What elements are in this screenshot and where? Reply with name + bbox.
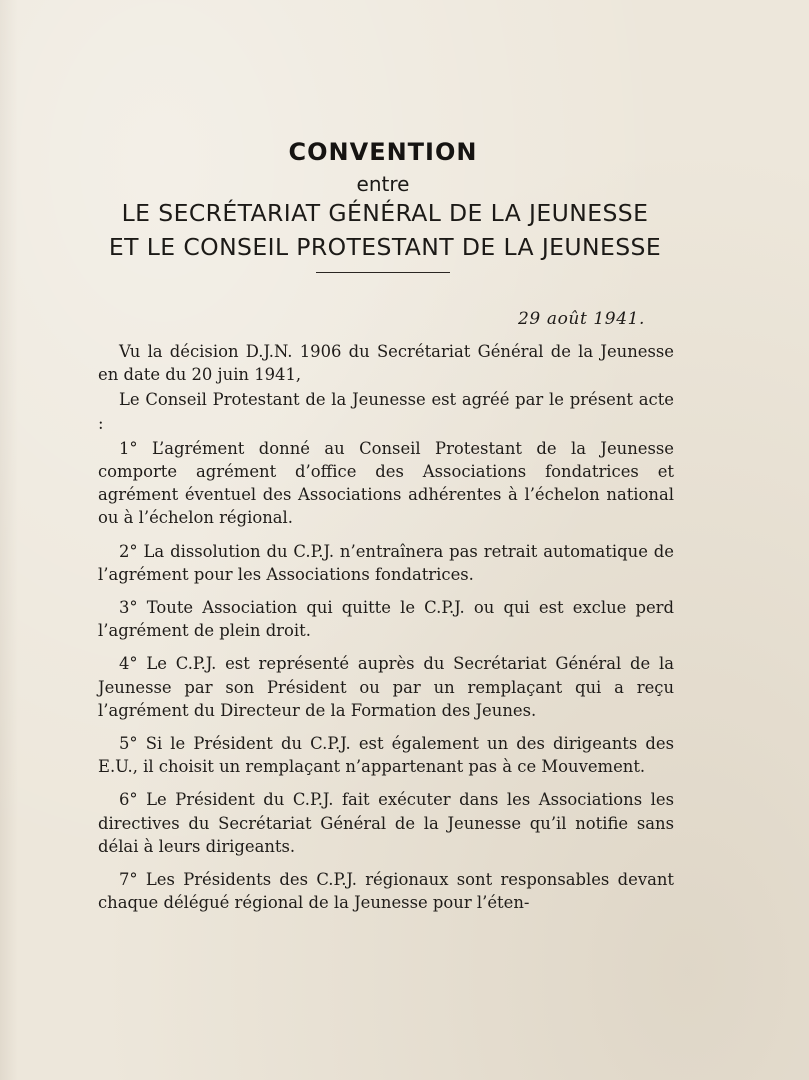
document-date: 29 août 1941. [518, 309, 646, 329]
article-4: 4° Le C.P.J. est représenté auprès du Secrétariat Général de la Jeunesse par son Président ou par un remplaçant qui a reçu l’agrément du Directeur de la Formation des Jeunes. [98, 654, 674, 720]
party-line-2: ET LE CONSEIL PROTESTANT DE LA JEUNESSE [108, 233, 662, 261]
article-6: 6° Le Président du C.P.J. fait exécuter dans les Associations les directives du Secrétariat Général de la Jeunesse qu’il notifie sans délai à leurs dirigeants. [98, 790, 674, 856]
paragraph-approval: Le Conseil Protestant de la Jeunesse est agréé par le présent acte : [98, 390, 674, 433]
article-7: 7° Les Présidents des C.P.J. régionaux sont responsables devant chaque délégué régional de la Jeunesse pour l’éten- [98, 870, 674, 913]
article-2: 2° La dissolution du C.P.J. n’entraînera pas retrait automatique de l’agrément pour les Associations fondatrices. [98, 541, 674, 584]
document-connector: entre [356, 172, 410, 196]
title-divider [316, 272, 450, 273]
article-3: 3° Toute Association qui quitte le C.P.J. ou qui est exclue perd l’agrément de plein droit. [98, 598, 674, 641]
document-body [98, 340, 674, 924]
document-title: CONVENTION [288, 138, 478, 166]
article-1: 1° L’agrément donné au Conseil Protestant de la Jeunesse comporte agrément d’office des Associations fondatrices et agrément éventuel des Associations adhérentes à l’échelon national ou à l’échelon régional. [98, 438, 674, 528]
party-line-1: LE SECRÉTARIAT GÉNÉRAL DE LA JEUNESSE [121, 199, 649, 227]
article-5: 5° Si le Président du C.P.J. est également un des dirigeants des E.U., il choisit un remplaçant n’appartenant pas à ce Mouvement. [98, 734, 674, 777]
paragraph-preamble: Vu la décision D.J.N. 1906 du Secrétariat Général de la Jeunesse en date du 20 juin 1941, [98, 342, 674, 385]
